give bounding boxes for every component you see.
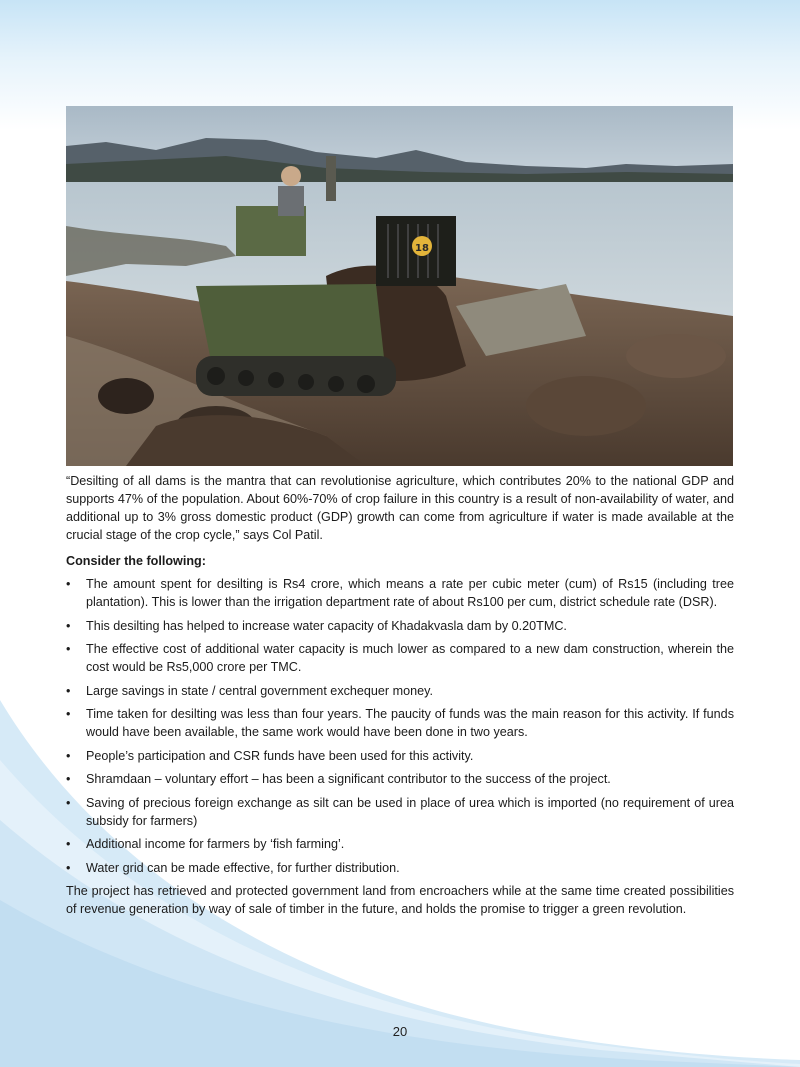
- plate-number: 18: [415, 243, 429, 254]
- list-item: • Water grid can be made effective, for further distribution.: [66, 860, 400, 875]
- list-item: • Saving of precious foreign exchange as silt can be used in place of urea which is imported (no requirement of urea subsidy for farmers): [66, 795, 734, 828]
- page-number: 20: [392, 1024, 408, 1039]
- bullet-glyph: •: [66, 748, 71, 763]
- bullet-glyph: •: [66, 772, 71, 786]
- list-item: • This desilting has helped to increase water capacity of Khadakvasla dam by 0.20TMC.: [66, 618, 567, 633]
- intro-paragraph: “Desilting of all dams is the mantra that can revolutionise agriculture, which contributes 20% to the national GDP and supports 47% of the population. About 60%-70% of crop failure in this country is a result of non-availability of water, and additional up to 3% gross domestic product (GDP) growth can come from agriculture if water is made available at the crucial stage of the crop cycle,” says Col Patil.: [66, 474, 734, 542]
- bullet-glyph: •: [66, 618, 71, 633]
- bulldozer-desilting-photo: [66, 106, 733, 466]
- bullet-glyph: •: [66, 642, 71, 656]
- bullet-glyph: •: [66, 577, 71, 591]
- list-item: • Shramdaan – voluntary effort – has been a significant contributor to the success of the project.: [66, 772, 611, 786]
- bullet-glyph: •: [66, 837, 71, 851]
- list-item: • Time taken for desilting was less than four years. The paucity of funds was the main reason for this activity. If funds would have been available, the same work would have been done in two years.: [66, 707, 734, 739]
- benefits-list: [66, 575, 734, 877]
- bullet-glyph: •: [66, 860, 71, 875]
- list-item: • The amount spent for desilting is Rs4 crore, which means a rate per cubic meter (cum) of Rs15 (including tree plantation). This is lower than the irrigation department rate of about Rs100 per cum, district schedule rate (DSR).: [66, 577, 734, 609]
- list-item: • Large savings in state / central government exchequer money.: [66, 683, 433, 698]
- list-item: • The effective cost of additional water capacity is much lower as compared to a new dam construction, wherein the cost would be Rs5,000 crore per TMC.: [66, 642, 734, 674]
- bullet-glyph: •: [66, 683, 71, 698]
- bullet-glyph: •: [66, 707, 71, 721]
- consider-heading: Consider the following:: [66, 554, 206, 568]
- article-body: [66, 472, 734, 918]
- closing-paragraph: The project has retrieved and protected government land from encroachers while at the same time created possibilities of revenue generation by way of sale of timber in the future, and holds the promise to trigger a green revolution.: [66, 884, 734, 916]
- list-item: • People’s participation and CSR funds have been used for this activity.: [66, 748, 474, 763]
- bullet-glyph: •: [66, 795, 71, 810]
- list-item: • Additional income for farmers by ‘fish farming’.: [66, 837, 345, 851]
